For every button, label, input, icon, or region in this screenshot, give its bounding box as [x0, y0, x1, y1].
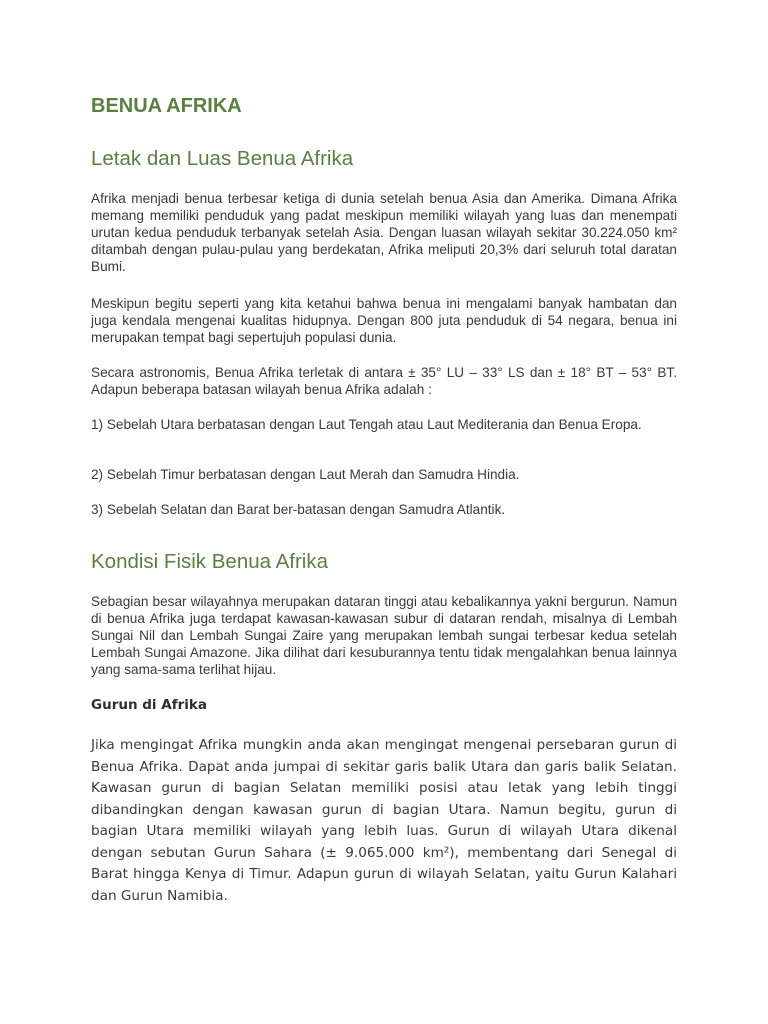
paragraph: Afrika menjadi benua terbesar ketiga di dunia setelah benua Asia dan Amerika. Dimana Afrika memang memiliki penduduk yang padat meskipun memiliki wilayah yang luas dan menempati urutan kedua penduduk terbanyak setelah Asia. Dengan luasan wilayah sekitar 30.224.050 km² ditambah dengan pulau-pulau yang berdekatan, Afrika meliputi 20,3% dari seluruh total daratan Bumi.	[91, 191, 677, 274]
paragraph: Secara astronomis, Benua Afrika terletak di antara ± 35° LU – 33° LS dan ± 18° BT – 53° BT. Adapun beberapa batasan wilayah benua Afrika adalah :	[91, 365, 677, 397]
list-item-boundary-north: 1) Sebelah Utara berbatasan dengan Laut Tengah atau Laut Mediterania dan Benua Eropa.	[91, 417, 642, 432]
section-heading-kondisi-fisik: Kondisi Fisik Benua Afrika	[91, 550, 329, 573]
paragraph: Sebagian besar wilayahnya merupakan dataran tinggi atau kebalikannya yakni bergurun. Namun di benua Afrika juga terdapat kawasan-kawasan subur di dataran rendah, misalnya di Lembah Sungai Nil dan Lembah Sungai Zaire yang merupakan lembah sungai terbesar kedua setelah Lembah Sungai Amazone. Jika dilihat dari kesuburannya tentu tidak mengalahkan benua lainnya yang sama-sama terlihat hijau.	[91, 594, 677, 677]
section-heading-letak-luas: Letak dan Luas Benua Afrika	[91, 147, 354, 170]
subheading-gurun: Gurun di Afrika	[91, 697, 207, 713]
paragraph: Meskipun begitu seperti yang kita ketahui bahwa benua ini mengalami banyak hambatan dan juga kendala mengenai kualitas hidupnya. Dengan 800 juta penduduk di 54 negara, benua ini merupakan tempat bagi sepertujuh populasi dunia.	[91, 296, 677, 345]
list-item-boundary-east: 2) Sebelah Timur berbatasan dengan Laut Merah dan Samudra Hindia.	[91, 467, 520, 482]
paragraph-gurun: Jika mengingat Afrika mungkin anda akan mengingat mengenai persebaran gurun di Benua Afrika. Dapat anda jumpai di sekitar garis balik Utara dan garis balik Selatan. Kawasan gurun di bagian Selatan memiliki posisi atau letak yang lebih tinggi dibandingkan dengan kawasan gurun di bagian Utara. Namun begitu, gurun di bagian Utara memiliki wilayah yang lebih luas. Gurun di wilayah Utara dikenal dengan sebutan Gurun Sahara (± 9.065.000 km²), membentang dari Senegal di Barat hingga Kenya di Timur. Adapun gurun di wilayah Selatan, yaitu Gurun Kalahari dan Gurun Namibia.	[91, 737, 677, 904]
list-item-boundary-south-west: 3) Sebelah Selatan dan Barat ber-batasan dengan Samudra Atlantik.	[91, 502, 506, 517]
document-title: BENUA AFRIKA	[91, 95, 242, 117]
